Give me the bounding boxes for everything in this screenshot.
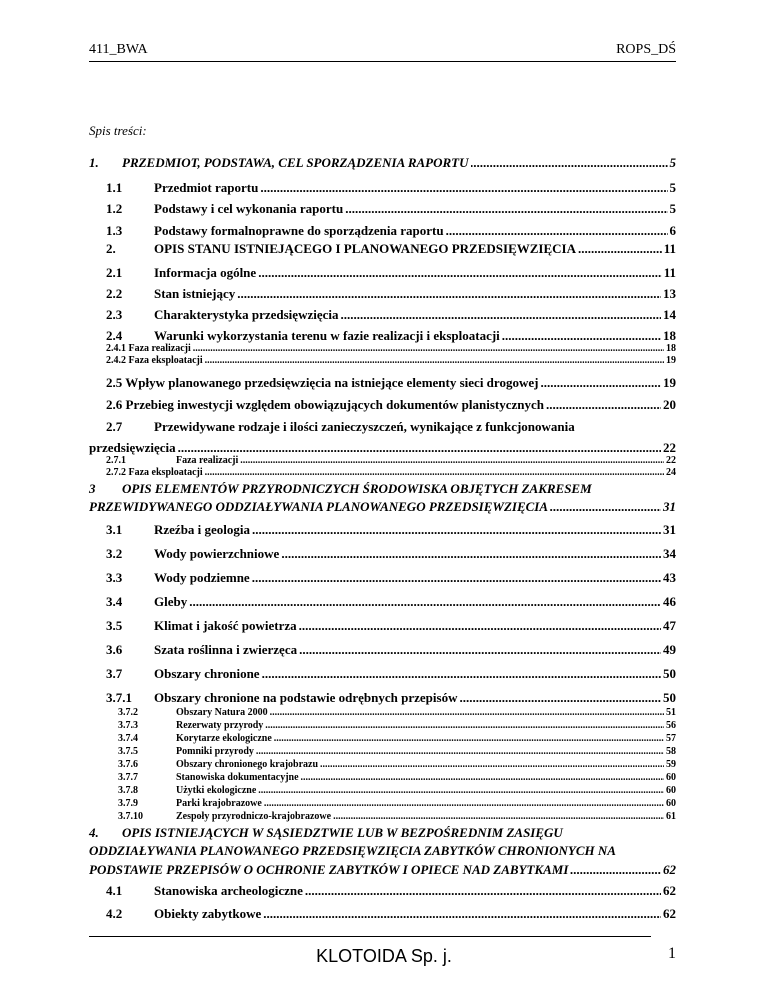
- toc-entry-page: 18: [663, 328, 676, 343]
- toc-entry-label: OPIS STANU ISTNIEJĄCEGO I PLANOWANEGO PRZEDSIĘWZIĘCIA: [154, 241, 576, 256]
- toc-entry-label: PRZEDMIOT, PODSTAWA, CEL SPORZĄDZENIA RAPORTU: [122, 155, 469, 170]
- footer-company: KLOTOIDA Sp. j.: [316, 946, 452, 966]
- toc-entry-label: Stanowiska archeologiczne: [154, 883, 303, 898]
- toc-entry-number: 3.7.2: [118, 707, 138, 718]
- toc-entry[interactable]: [106, 375, 676, 391]
- toc-entry[interactable]: [106, 906, 676, 922]
- toc-entry-label: 2.4.1 Faza realizacji: [106, 343, 191, 354]
- toc-entry-page: 58: [666, 746, 676, 757]
- toc-entry-number: 3.7.9: [118, 798, 138, 809]
- toc-entry-page: 6: [669, 223, 676, 238]
- toc-entry[interactable]: [89, 862, 676, 878]
- toc-entry-page: 5: [669, 155, 676, 170]
- toc-entry-label: Obszary chronione na podstawie odrębnych przepisów: [154, 690, 458, 705]
- toc-entry-number: 3.7.10: [118, 811, 143, 822]
- toc-entry-label: Podstawy i cel wykonania raportu: [154, 201, 344, 216]
- toc-entry[interactable]: [118, 811, 676, 822]
- toc-entry-label: PRZEWIDYWANEGO ODDZIAŁYWANIA PLANOWANEGO PRZEDSIĘWZIĘCIA: [89, 499, 549, 514]
- toc-entry-label: Zespoły przyrodniczo-krajobrazowe: [176, 811, 332, 822]
- toc-entry-page: 43: [663, 570, 676, 585]
- toc-entry[interactable]: [106, 467, 676, 478]
- toc-entry-page: 50: [663, 690, 676, 705]
- toc-entry-page: 11: [663, 241, 676, 256]
- toc-entry-label: ODDZIAŁYWANIA PLANOWANEGO PRZEDSIĘWZIĘCIA ZABYTKÓW CHRONIONYCH NA: [89, 843, 616, 858]
- toc-entry[interactable]: [106, 618, 676, 634]
- toc-entry-label: Obiekty zabytkowe: [154, 906, 262, 921]
- toc-entry[interactable]: [106, 201, 676, 217]
- toc-entry-number: 2.3: [106, 307, 123, 322]
- toc-entry[interactable]: [106, 522, 676, 538]
- toc-entry-label: OPIS ISTNIEJĄCYCH W SĄSIEDZTWIE LUB W BEZPOŚREDNIM ZASIĘGU: [122, 825, 563, 840]
- toc-entry-label: Faza realizacji: [176, 455, 239, 466]
- toc-entry-page: 62: [663, 883, 676, 898]
- toc-entry[interactable]: [106, 570, 676, 586]
- toc-entry-number: 1.: [89, 155, 99, 170]
- toc-entry[interactable]: [106, 546, 676, 562]
- toc-entry-page: 56: [666, 720, 676, 731]
- toc-entry-number: 2.4: [106, 328, 123, 343]
- toc-entry-number: 3.1: [106, 522, 123, 537]
- toc-entry-page: 19: [663, 375, 676, 390]
- toc-entry-number: 3.4: [106, 594, 123, 609]
- toc-entry[interactable]: [106, 642, 676, 658]
- toc-entry-number: 1.3: [106, 223, 123, 238]
- toc-entry[interactable]: [106, 241, 676, 257]
- toc-entry-number: 4.1: [106, 883, 123, 898]
- toc-entry[interactable]: [118, 785, 676, 796]
- toc-entry[interactable]: [89, 499, 676, 515]
- toc-entry-page: 31: [663, 499, 676, 514]
- toc-entry-label: Szata roślinna i zwierzęca: [154, 642, 298, 657]
- toc-entry[interactable]: [106, 419, 575, 435]
- toc-entry-page: 59: [666, 759, 676, 770]
- toc-entry-number: 4.: [89, 825, 99, 840]
- toc-entry[interactable]: [106, 343, 676, 354]
- toc-entry[interactable]: [118, 772, 676, 783]
- toc-entry-label: Gleby: [154, 594, 188, 609]
- header-left: 411_BWA: [89, 42, 148, 57]
- toc-entry-number: 3.7.1: [106, 690, 132, 705]
- toc-entry-page: 47: [663, 618, 676, 633]
- toc-entry-number: 2.7: [106, 419, 123, 434]
- toc-entry-page: 14: [663, 307, 676, 322]
- toc-entry-label: 2.6 Przebieg inwestycji względem obowiązujących dokumentów planistycznych: [106, 397, 544, 412]
- toc-entry-number: 3.7.8: [118, 785, 138, 796]
- toc-entry[interactable]: [106, 286, 676, 302]
- toc-entry-page: 60: [666, 772, 676, 783]
- toc-entry-label: Rzeźba i geologia: [154, 522, 251, 537]
- toc-entry[interactable]: [89, 481, 592, 497]
- toc-entry-label: 2.4.2 Faza eksploatacji: [106, 355, 203, 366]
- toc-entry-label: Klimat i jakość powietrza: [154, 618, 297, 633]
- toc-entry-page: 18: [666, 343, 676, 354]
- toc-entry-number: 3.5: [106, 618, 123, 633]
- toc-entry-label: Obszary chronionego krajobrazu: [176, 759, 319, 770]
- toc-entry-page: 60: [666, 785, 676, 796]
- toc-entry-number: 3.7.4: [118, 733, 138, 744]
- toc-entry-number: 2.1: [106, 265, 123, 280]
- toc-entry-number: 2.7.1: [106, 455, 126, 466]
- toc-entry[interactable]: [106, 455, 676, 466]
- toc-entry-page: 46: [663, 594, 676, 609]
- toc-entry[interactable]: [118, 720, 676, 731]
- toc-entry[interactable]: [118, 746, 676, 757]
- toc-entry-label: Pomniki przyrody: [176, 746, 254, 757]
- toc-entry-page: 62: [663, 862, 676, 877]
- toc-entry[interactable]: [106, 265, 676, 281]
- toc-entry-label: Warunki wykorzystania terenu w fazie realizacji i eksploatacji: [154, 328, 500, 343]
- footer-divider: [89, 936, 651, 937]
- toc-entry-number: 4.2: [106, 906, 123, 921]
- toc-entry-number: 3.7.5: [118, 746, 138, 757]
- toc-entry-page: 19: [666, 355, 676, 366]
- toc-entry-number: 3.7.7: [118, 772, 138, 783]
- toc-entry-page: 60: [666, 798, 676, 809]
- toc-entry-page: 13: [663, 286, 676, 301]
- toc-entry-page: 24: [666, 467, 676, 478]
- toc-entry-page: 57: [666, 733, 676, 744]
- header-right: ROPS_DŚ: [616, 42, 676, 57]
- toc-entry-number: 2.2: [106, 286, 123, 301]
- toc-entry-page: 22: [666, 455, 676, 466]
- toc-entry-label: Stan istniejący: [154, 286, 236, 301]
- toc-entry-label: Parki krajobrazowe: [176, 798, 262, 809]
- toc-entry-label: przedsięwzięcia: [89, 440, 176, 455]
- toc-entry[interactable]: [106, 180, 676, 196]
- toc-entry-label: 2.5 Wpływ planowanego przedsięwzięcia na istniejące elementy sieci drogowej: [106, 375, 539, 390]
- toc-entry-page: 61: [666, 811, 676, 822]
- toc-entry-label: OPIS ELEMENTÓW PRZYRODNICZYCH ŚRODOWISKA OBJĘTYCH ZAKRESEM: [122, 481, 592, 496]
- toc-entry-number: 1.1: [106, 180, 123, 195]
- toc-entry[interactable]: [118, 707, 676, 718]
- toc-entry-number: 3.2: [106, 546, 123, 561]
- toc-entry[interactable]: [89, 843, 616, 859]
- toc-entry-number: 3.6: [106, 642, 123, 657]
- toc-entry-page: 20: [663, 397, 676, 412]
- toc-entry-number: 3: [89, 481, 96, 496]
- toc-entry-page: 31: [663, 522, 676, 537]
- toc-entry-label: Rezerwaty przyrody: [176, 720, 264, 731]
- toc-entry-label: Wody powierzchniowe: [154, 546, 280, 561]
- toc-entry-label: Informacja ogólne: [154, 265, 257, 280]
- toc-entry-label: Wody podziemne: [154, 570, 250, 585]
- toc-entry[interactable]: [106, 883, 676, 899]
- toc-entry-page: 34: [663, 546, 676, 561]
- toc-entry[interactable]: [106, 690, 676, 706]
- toc-entry[interactable]: [106, 666, 676, 682]
- toc-entry[interactable]: [106, 328, 676, 344]
- toc-entry-page: 50: [663, 666, 676, 681]
- toc-entry-label: 2.7.2 Faza eksploatacji: [106, 467, 203, 478]
- toc-entry[interactable]: [118, 733, 676, 744]
- toc-entry-page: 5: [669, 201, 676, 216]
- toc-entry-page: 51: [666, 707, 676, 718]
- header-divider: [89, 61, 676, 62]
- toc-entry-label: Przedmiot raportu: [154, 180, 259, 195]
- toc-entry-number: 2.: [106, 241, 116, 256]
- toc-entry-label: Charakterystyka przedsięwzięcia: [154, 307, 339, 322]
- toc-entry-number: 3.7.3: [118, 720, 138, 731]
- toc-entry-label: Użytki ekologiczne: [176, 785, 257, 796]
- toc-entry-number: 3.3: [106, 570, 123, 585]
- toc-entry-page: 62: [663, 906, 676, 921]
- toc-entry[interactable]: [89, 440, 676, 456]
- toc-entry-label: Korytarze ekologiczne: [176, 733, 272, 744]
- toc-entry-label: Obszary Natura 2000: [176, 707, 268, 718]
- toc-entry-page: 5: [669, 180, 676, 195]
- toc-entry[interactable]: [118, 798, 676, 809]
- page-number: 1: [668, 945, 676, 962]
- toc-entry-page: 22: [663, 440, 676, 455]
- toc-entry-label: Obszary chronione: [154, 666, 260, 681]
- toc-entry-page: 11: [663, 265, 676, 280]
- toc-entry[interactable]: [89, 825, 563, 841]
- toc-entry[interactable]: [106, 594, 676, 610]
- toc-entry[interactable]: [106, 355, 676, 366]
- toc-entry-label: PODSTAWIE PRZEPISÓW O OCHRONIE ZABYTKÓW I OPIECE NAD ZABYTKAMI: [89, 862, 569, 877]
- toc-entry-label: Stanowiska dokumentacyjne: [176, 772, 299, 783]
- toc-entry-label: Podstawy formalnoprawne do sporządzenia raportu: [154, 223, 444, 238]
- toc-entry-number: 3.7: [106, 666, 123, 681]
- toc-entry[interactable]: [89, 155, 676, 171]
- toc-entry-number: 3.7.6: [118, 759, 138, 770]
- toc-title: Spis treści:: [89, 123, 147, 138]
- toc-entry-number: 1.2: [106, 201, 123, 216]
- toc-entry-page: 49: [663, 642, 676, 657]
- toc-entry[interactable]: [106, 397, 676, 413]
- toc-entry-label: Przewidywane rodzaje i ilości zanieczyszczeń, wynikające z funkcjonowania: [154, 419, 575, 434]
- toc-entry[interactable]: [118, 759, 676, 770]
- toc-entry[interactable]: [106, 223, 676, 239]
- toc-entry[interactable]: [106, 307, 676, 323]
